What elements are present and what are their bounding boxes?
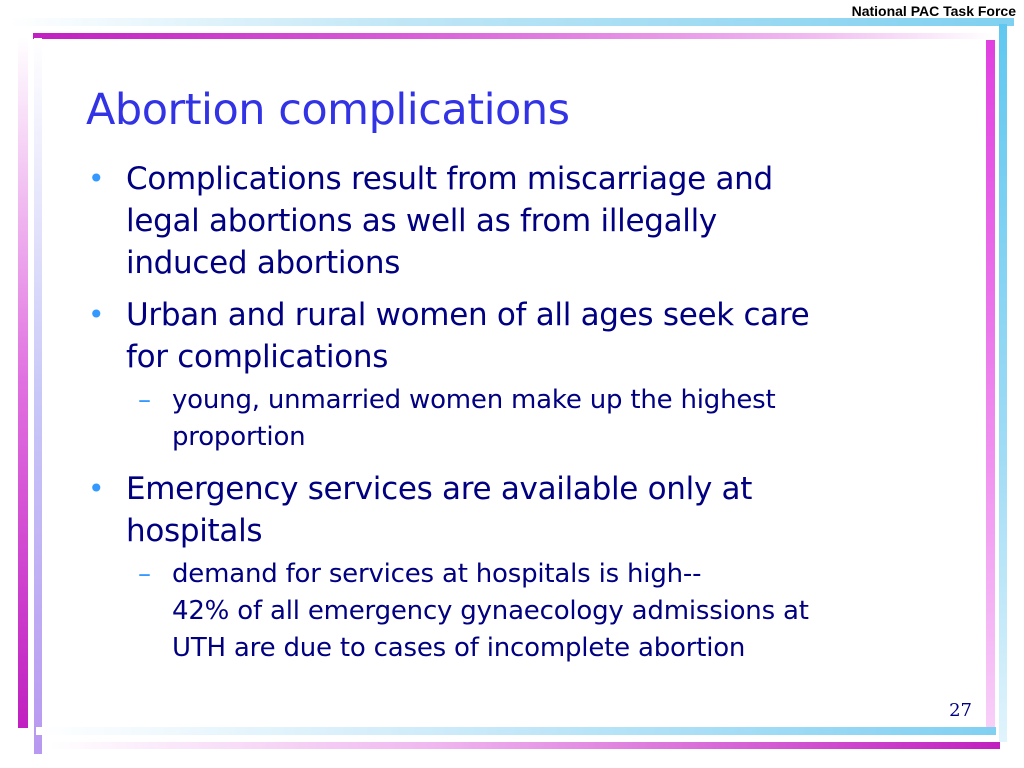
slide-title: Abortion complications	[86, 85, 570, 135]
left-decorative-bar	[18, 38, 28, 728]
bullet-text-line: for complications	[126, 339, 389, 375]
sub-bullet-text-line: demand for services at hospitals is high--	[172, 559, 702, 589]
sub-bullet-text-line: young, unmarried women make up the highest	[172, 385, 776, 415]
right-decorative-bar-inner	[986, 40, 995, 730]
bullet-item	[86, 468, 936, 552]
bullet-marker: •	[88, 162, 105, 195]
bottom-decorative-band	[36, 727, 996, 735]
right-decorative-bar	[999, 24, 1007, 742]
sub-bullet-marker: –	[138, 385, 151, 415]
bullet-marker: •	[88, 472, 105, 505]
sub-bullet-item	[86, 382, 936, 456]
top-decorative-band	[8, 18, 1014, 26]
bullet-text-line: Complications result from miscarriage and	[126, 161, 773, 197]
bullet-text-line: legal abortions as well as from illegally	[126, 203, 717, 239]
bullet-item	[86, 158, 936, 284]
bottom-decorative-line	[50, 742, 1000, 749]
top-decorative-line	[33, 33, 993, 39]
sub-bullet-text-line: proportion	[172, 422, 306, 452]
sub-bullet-marker: –	[138, 559, 151, 589]
left-decorative-bar-inner	[34, 38, 42, 754]
bullet-text-line: hospitals	[126, 513, 263, 549]
page-number: 27	[949, 700, 972, 721]
slide-body	[86, 158, 936, 679]
bullet-item	[86, 294, 936, 378]
bullet-marker: •	[88, 298, 105, 331]
bullet-text-line: Emergency services are available only at	[126, 471, 753, 507]
bullet-text-line: Urban and rural women of all ages seek care	[126, 297, 810, 333]
bullet-text-line: induced abortions	[126, 245, 401, 281]
sub-bullet-item	[86, 556, 936, 667]
sub-bullet-text-line: 42% of all emergency gynaecology admissions at	[172, 596, 809, 626]
organization-label: National PAC Task Force	[851, 3, 1016, 19]
sub-bullet-text-line: UTH are due to cases of incomplete abortion	[172, 633, 746, 663]
